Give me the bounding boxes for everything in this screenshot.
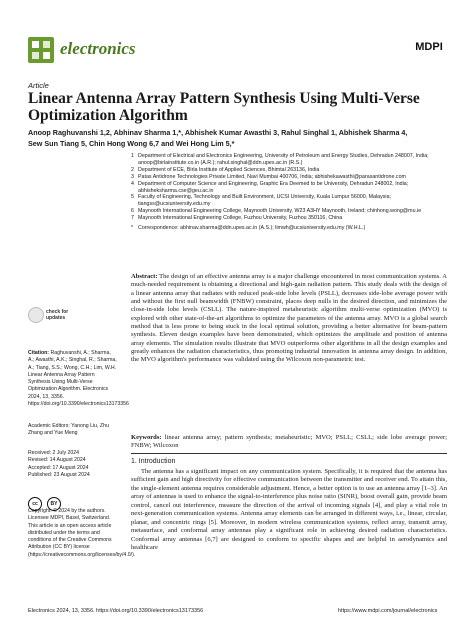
affiliation-text: Correspondence: abhinav.sharma@ddn.upes.ac.in (A.S.); limwh@ucsiuniversity.edu.my (W.H.L.): [138, 225, 366, 232]
affiliation-item: [131, 208, 446, 215]
affiliation-text: Maynooth International Engineering College, Fuzhou University, Fuzhou 350116, China: [138, 215, 343, 222]
affiliations: [131, 153, 446, 232]
affiliation-number: *: [131, 225, 134, 232]
affiliation-text: Maynooth International Engineering College, Maynooth University, W23 A3HY Maynooth, Ireland; chinhong.wong@mu.ie: [138, 208, 422, 215]
affiliation-number: 3: [131, 173, 134, 180]
citation-label: Citation:: [28, 350, 50, 356]
check-for-updates-button[interactable]: [28, 307, 88, 329]
by-icon: BY: [47, 497, 61, 511]
academic-editors: Academic Editors: Yanong Liu, Zhu Zhang and Yue Meng: [28, 423, 109, 437]
affiliation-text: Department of Computer Science and Engineering, Graphic Era Deemed to be University, Dehradun 248002, India; abhisheksharma.cse@geu.ac.in: [138, 180, 409, 194]
refresh-icon: [28, 307, 44, 323]
section-divider: [131, 453, 447, 454]
article-type: Article: [28, 81, 49, 90]
affiliation-text: Department of Electrical and Electronics Engineering, University of Petroleum and Energy Studies, Dehradun 248007, India; anoop@birlainstitute.co.in (A.R.); rahul.singhal@ddn.upes.ac.in (R.S.): [138, 153, 429, 166]
affiliation-item: [131, 167, 446, 174]
affiliation-number: 1: [131, 153, 134, 159]
abstract-label: Abstract:: [131, 273, 158, 280]
cc-icon: cc: [28, 497, 42, 511]
check-for-updates-line1: check for: [46, 309, 69, 315]
authors-line-2[interactable]: [28, 138, 448, 149]
section-heading: 1. Introduction: [131, 458, 176, 465]
affiliation-text: Patas Antidrone Technologies Private Limited, Navi Mumbai 400706, India; abhishekawasthi@parasantidrone.com: [138, 173, 406, 180]
keywords-label: Keywords:: [131, 434, 162, 441]
footer-journal-link[interactable]: https://www.mdpi.com/journal/electronics: [338, 608, 438, 614]
author-name[interactable]: Anoop Raghuvanshi 1,2, Abhinav Sharma 1,*, Abhishek Kumar Awasthi 3, Rahul Singhal 1, Abhishek Sharma 4,: [28, 128, 408, 137]
check-for-updates-line2: updates: [46, 315, 66, 321]
journal-logo-icon: [28, 37, 54, 63]
abstract-text: The design of an effective antenna array is a major challenge encountered in most communication systems. A much-needed requirement is obtaining a directional and high-gain radiation pattern. This study deals with the design of a linear antenna array that radiates with reduced peak-side lobe levels (PSLL), decreases side-lobe average power with and without the first null beamwidth (FNBW) constraint, places deep nulls in the desired direction, and minimizes the close-in-side lobe levels (CSLL). The nature-inspired metaheuristic algorithm multi-verse optimization (MVO) is explored with other state-of-the-art algorithms to optimize the parameters of the antenna array. MVO is a global search method that is less prone to being stuck in the local optimal solution, providing a better alternative for beam-pattern synthesis. Eleven design examples have been demonstrated, which optimizes the amplitude and position of antenna array elements. The simulation results illustrate that MVO outperforms other algorithms in all the design examples and greatly enhances the radiation characteristics, thus promoting industrial innovation in antenna array design. In addition, the MVO algorithm's performance was validated using the Wilcoxon non-parametric test.: [131, 273, 447, 364]
affiliation-item: [131, 225, 446, 232]
date-received: Received: 2 July 2024: [28, 450, 80, 456]
affiliation-number: 7: [131, 215, 134, 222]
journal-name[interactable]: electronics: [60, 39, 136, 58]
affiliation-item: [131, 174, 446, 181]
citation-text[interactable]: Raghuvanshi, A.; Sharma, A.; Awasthi, A.K.; Singhal, R.; Sharma, A.; Tiang, S.S.; Wong, C.H.; Lim, W.H. Linear Antenna Array Pattern Synthesis Using Multi-Verse Optimization Algorithm. Electronics 2024, 13, 3356. https://doi.org/10.3390/electronics13173356: [28, 350, 129, 408]
publisher-name: MDPI: [415, 41, 443, 53]
date-revised: Revised: 14 August 2024: [28, 457, 86, 464]
abstract: [131, 273, 447, 365]
affiliation-text: Faculty of Engineering, Technology and Built Environment, UCSI University, Kuala Lumpur 56000, Malaysia; tiangss@ucsiuniversity.edu.my: [138, 194, 392, 208]
article-title: Linear Antenna Array Pattern Synthesis Using Multi-Verse Optimization Algorithm: [28, 90, 420, 124]
keywords-text: linear antenna array; pattern synthesis; metaheuristic; MVO; PSLL; CSLL; side lobe average power; FNBW; Wilcoxon: [131, 434, 448, 450]
affiliation-item: [131, 181, 446, 195]
mdpi-logo[interactable]: [410, 38, 448, 59]
affiliation-number: 4: [131, 180, 134, 187]
affiliation-item: [131, 215, 446, 222]
footer-citation[interactable]: Electronics 2024, 13, 3356. https://doi.org/10.3390/electronics13173356: [28, 608, 204, 614]
keywords: [131, 434, 447, 451]
citation-block: [28, 350, 129, 408]
affiliation-number: 2: [131, 166, 134, 173]
affiliation-number: 6: [131, 208, 134, 215]
affiliation-item: [131, 194, 446, 208]
author-list: [28, 127, 448, 149]
authors-line-1[interactable]: [28, 127, 448, 138]
copyright-notice: Copyright: © 2024 by the authors. Licensee MDPI, Basel, Switzerland. This article is an open access article distributed under the terms and conditions of the Creative Commons Attribution (CC BY) license (https://creativecommons.org/licenses/by/4.0/).: [28, 508, 136, 558]
date-published: Published: 23 August 2024: [28, 471, 90, 478]
dates-block: [28, 450, 118, 479]
author-name[interactable]: Sew Sun Tiang 5, Chin Hong Wong 6,7 and Wei Hong Lim 5,*: [28, 139, 235, 148]
affiliation-number: 5: [131, 194, 134, 201]
introduction-text: The antenna has a significant impact on any communication system. Specifically, it is required that the antenna has sufficient gain and high directivity for effective communication between the transmitter and receiver end. To attain this, the single-element antenna requires considerable adjustment. Hence, a better option is to use an antenna array [1–3]. An array of antennas is used to enhance the signal-to-interference plus noise ratio (SINR), boost overall gain, provide beam control, cancel out interference, measure the direction of the arrival of incoming signals [4], and play a vital role in next-generation communication systems. Antenna array elements can be arranged in different ways, i.e., linear, circular, planar, and concentric rings [5]. Moreover, in modern wireless communication systems, reflect array, transmit array, metasurface, and conformal array antennas play a significant role in achieving desired radiation characteristics. Conformal array antennas [6,7] are designed to conform to specific shapes and are helpful in aerodynamics and healthcare: [131, 468, 447, 552]
affiliation-item: [131, 153, 446, 167]
affiliation-text: Department of ECE, Birla Institute of Applied Sciences, Bhimtal 263136, India: [138, 166, 320, 173]
date-accepted: Accepted: 17 August 2024: [28, 464, 89, 471]
